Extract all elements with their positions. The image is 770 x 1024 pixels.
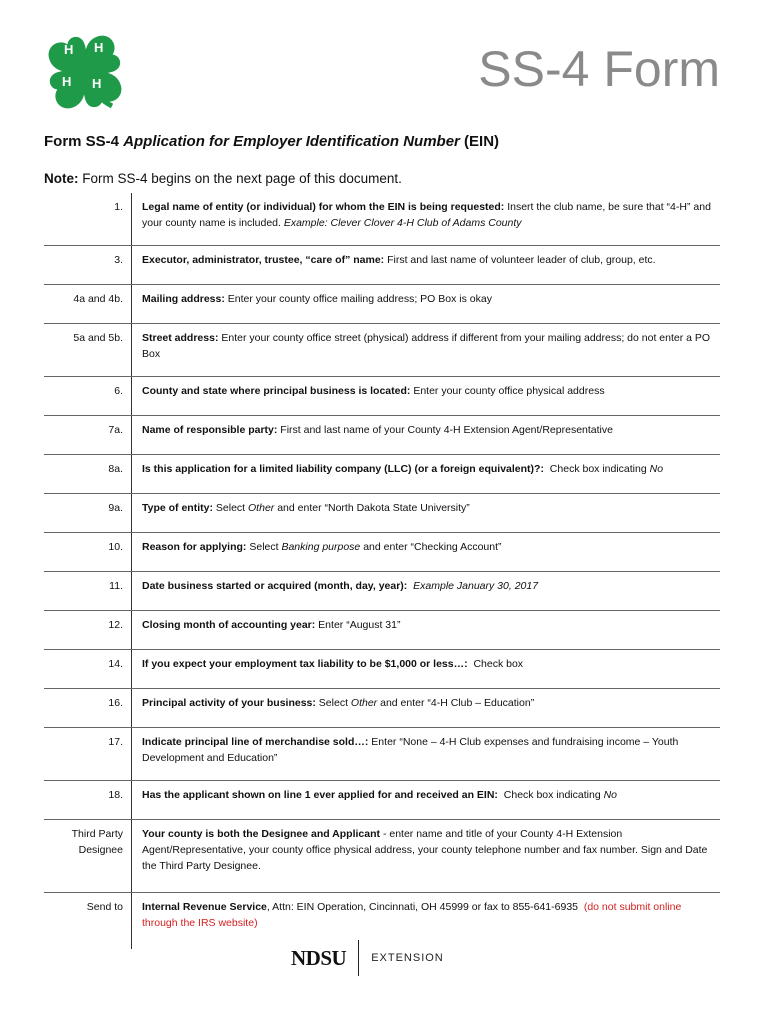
- table-row: [44, 572, 720, 611]
- row-instruction: [132, 246, 720, 284]
- row-instruction: [132, 324, 720, 376]
- row-number: 11.: [44, 572, 132, 610]
- row-italic-text: Banking purpose: [281, 541, 361, 553]
- row-number: 7a.: [44, 416, 132, 454]
- row-text-continued: and enter “4-H Club – Education”: [377, 697, 535, 709]
- table-row: [44, 193, 720, 246]
- row-field-name: Name of responsible party:: [142, 424, 278, 436]
- row-number: 1.: [44, 193, 132, 245]
- page-big-title: SS-4 Form: [478, 41, 720, 97]
- row-text: Select: [212, 502, 249, 514]
- row-number: 3.: [44, 246, 132, 284]
- ndsu-extension-logo: [291, 940, 444, 976]
- row-text: Enter your county office street (physical) address if different from your mailing address; do not enter a PO Box: [142, 332, 713, 360]
- row-text: First and last name of your County 4-H Extension Agent/Representative: [277, 424, 613, 436]
- note-label: Note:: [44, 171, 79, 186]
- row-text: Enter your county office mailing address; PO Box is okay: [224, 293, 492, 305]
- row-field-name: Principal activity of your business:: [142, 697, 316, 709]
- row-field-name: Reason for applying:: [142, 541, 247, 553]
- row-instruction: [132, 285, 720, 323]
- row-field-name: Your county is both the Designee and Applicant: [142, 828, 381, 840]
- row-number: 12.: [44, 611, 132, 649]
- row-number: 10.: [44, 533, 132, 571]
- table-row: [44, 611, 720, 650]
- row-text: Check box: [467, 658, 524, 670]
- row-instruction: [132, 781, 720, 819]
- row-italic-text: No: [649, 463, 664, 475]
- row-instruction: [132, 193, 720, 245]
- row-field-name: Is this application for a limited liability company (LLC) (or a foreign equivalent)?:: [142, 463, 544, 475]
- table-row: [44, 494, 720, 533]
- table-row: [44, 377, 720, 416]
- ndsu-wordmark: NDSU: [291, 945, 347, 970]
- row-number: 9a.: [44, 494, 132, 532]
- row-field-name: Date business started or acquired (month, day, year):: [142, 580, 408, 592]
- row-italic-text: Example January 30, 2017: [413, 580, 539, 592]
- svg-text:H: H: [94, 40, 104, 55]
- svg-text:H: H: [62, 74, 72, 89]
- row-instruction: [132, 377, 720, 415]
- row-field-name: Has the applicant shown on line 1 ever applied for and received an EIN:: [142, 789, 498, 801]
- note-line: [44, 171, 402, 186]
- svg-text:H: H: [64, 42, 74, 57]
- heading-suffix: (EIN): [459, 133, 500, 150]
- row-number: 6.: [44, 377, 132, 415]
- table-row: [44, 689, 720, 728]
- row-field-name: Mailing address:: [142, 293, 225, 305]
- row-field-name: Internal Revenue Service: [142, 901, 267, 913]
- table-row: [44, 533, 720, 572]
- row-text: , Attn: EIN Operation, Cincinnati, OH 45999 or fax to 855-641-6935: [266, 901, 584, 913]
- form-heading: [44, 133, 499, 150]
- row-text-continued: and enter “Checking Account”: [360, 541, 502, 553]
- row-warning-text: (do not submit online through the IRS website): [142, 901, 682, 929]
- row-number: Send to: [44, 893, 132, 949]
- row-instruction: [132, 650, 720, 688]
- row-instruction: [132, 572, 720, 610]
- row-field-name: If you expect your employment tax liability to be $1,000 or less…:: [142, 658, 468, 670]
- row-instruction: [132, 611, 720, 649]
- row-number: 16.: [44, 689, 132, 727]
- instructions-table: [44, 193, 720, 949]
- row-field-name: Legal name of entity (or individual) for whom the EIN is being requested:: [142, 201, 505, 213]
- svg-text:H: H: [92, 76, 102, 91]
- logo-divider: [358, 940, 359, 976]
- extension-wordmark: EXTENSION: [371, 952, 444, 964]
- row-number: Third Party Designee: [44, 820, 132, 892]
- row-number: 4a and 4b.: [44, 285, 132, 323]
- row-number: 5a and 5b.: [44, 324, 132, 376]
- row-instruction: [132, 689, 720, 727]
- row-number: 18.: [44, 781, 132, 819]
- table-row: [44, 728, 720, 781]
- heading-italic: Application for Employer Identification Number: [123, 133, 460, 150]
- table-row: [44, 246, 720, 285]
- table-row: [44, 455, 720, 494]
- table-row: [44, 324, 720, 377]
- row-instruction: [132, 820, 720, 892]
- row-italic-text: No: [603, 789, 618, 801]
- row-number: 14.: [44, 650, 132, 688]
- row-field-name: Indicate principal line of merchandise sold…:: [142, 736, 369, 748]
- row-field-name: Type of entity:: [142, 502, 213, 514]
- row-field-name: County and state where principal business is located:: [142, 385, 411, 397]
- row-text: Select: [246, 541, 282, 553]
- row-instruction: [132, 494, 720, 532]
- row-number: 8a.: [44, 455, 132, 493]
- row-field-name: Closing month of accounting year:: [142, 619, 316, 631]
- row-text: Enter “August 31”: [315, 619, 401, 631]
- row-text: Enter your county office physical address: [410, 385, 605, 397]
- row-instruction: [132, 416, 720, 454]
- note-text: Form SS-4 begins on the next page of this document.: [78, 171, 402, 186]
- table-row: [44, 285, 720, 324]
- heading-prefix: Form SS-4: [44, 133, 124, 150]
- row-text: Insert the club name, be sure that “4-H” and your county name is included.: [142, 201, 714, 229]
- row-field-name: Street address:: [142, 332, 219, 344]
- row-instruction: [132, 533, 720, 571]
- row-field-name: Executor, administrator, trustee, “care of” name:: [142, 254, 385, 266]
- table-row: [44, 650, 720, 689]
- table-row: [44, 781, 720, 820]
- 4-h-clover-logo: [40, 28, 130, 120]
- row-number: 17.: [44, 728, 132, 780]
- row-text-continued: and enter “North Dakota State University”: [274, 502, 470, 514]
- row-text: Check box indicating: [497, 789, 604, 801]
- row-text: Check box indicating: [543, 463, 650, 475]
- row-instruction: [132, 455, 720, 493]
- row-italic-text: Other: [248, 502, 275, 514]
- row-italic-text: Example: Clever Clover 4-H Club of Adams County: [283, 217, 522, 229]
- table-row: [44, 820, 720, 893]
- row-italic-text: Other: [350, 697, 378, 709]
- row-instruction: [132, 728, 720, 780]
- row-text: - enter name and title of your County 4-H Extension Agent/Representative, your county office physical address, your county telephone number and fax number. Sign and Date the Third Party Designee.: [142, 828, 711, 872]
- row-text: First and last name of volunteer leader of club, group, etc.: [384, 254, 656, 266]
- row-text: Enter “None – 4-H Club expenses and fundraising income – Youth Development and Education”: [142, 736, 682, 764]
- row-text: Select: [315, 697, 351, 709]
- table-row: [44, 416, 720, 455]
